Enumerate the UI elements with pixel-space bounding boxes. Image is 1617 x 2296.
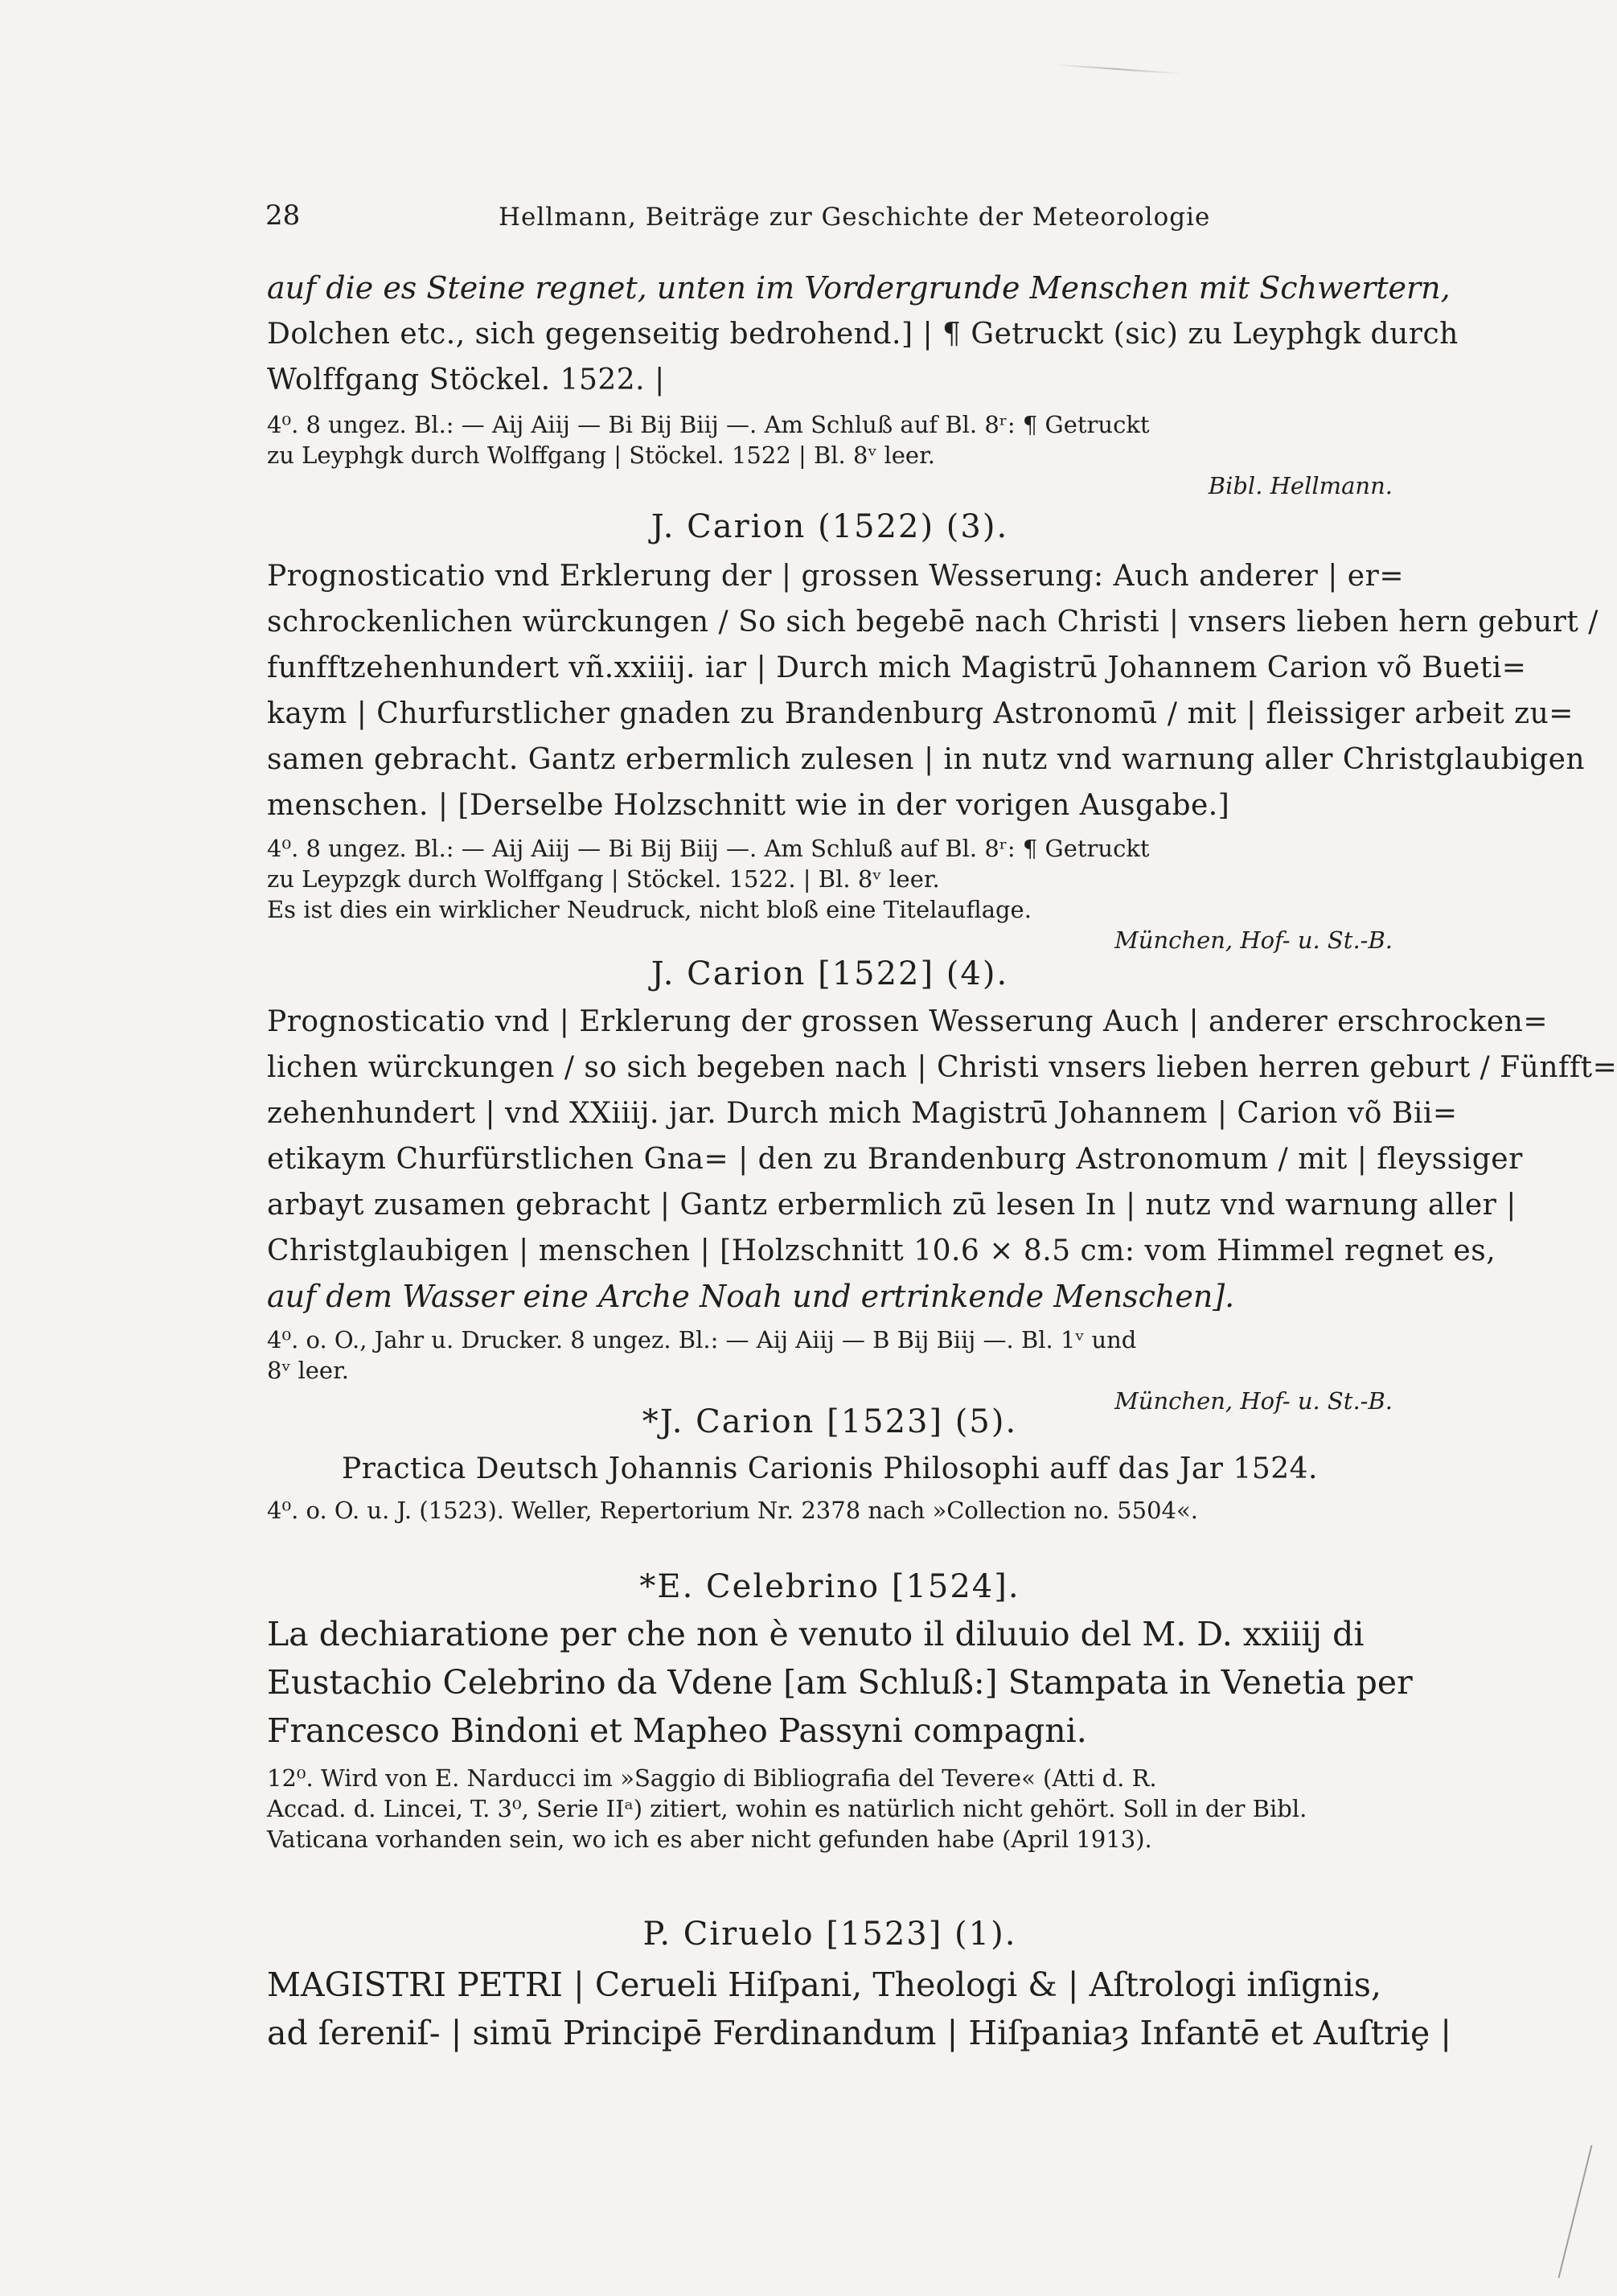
page-header	[265, 199, 1399, 241]
note-line: 4⁰. o. O., Jahr u. Drucker. 8 ungez. Bl.: — Aij Aiij — B Bij Biij —. Bl. 1ᵛ und	[267, 1326, 1137, 1353]
text-line: Francesco Bindoni et Mapheo Passyni compagni.	[267, 1711, 1087, 1750]
entry-body	[267, 1446, 1393, 1526]
text-line: Prognosticatio vnd | Erklerung der grossen Wesserung Auch | anderer erschrocken=	[267, 1005, 1549, 1038]
entry-heading: J. Carion (1522) (3).	[650, 508, 1009, 545]
note-line: zu Leypzgk durch Wolffgang | Stöckel. 1522. | Bl. 8ᵛ leer.	[267, 865, 940, 893]
note-line: 4⁰. 8 ungez. Bl.: — Aij Aiij — Bi Bij Biij —. Am Schluß auf Bl. 8ʳ: ¶ Getruckt	[267, 411, 1150, 438]
location: München, Hof- u. St.-B.	[1114, 926, 1393, 954]
page-number: 28	[265, 199, 301, 232]
location: Bibl. Hellmann.	[1208, 472, 1393, 499]
note-line: 4⁰. o. O. u. J. (1523). Weller, Repertorium Nr. 2378 nach »Collection no. 5504«.	[267, 1497, 1198, 1524]
text-line: Prognosticatio vnd Erklerung der | grossen Wesserung: Auch anderer | er=	[267, 560, 1404, 593]
text-line: MAGISTRI PETRI | Cerueli Hiſpani, Theologi & | Aſtrologi inſignis,	[267, 1965, 1381, 2004]
text-line: lichen würckungen / so sich begeben nach | Christi vnsers lieben herren geburt / Fünfft=	[267, 1051, 1617, 1084]
text-line: funfftzehenhundert vñ.xxiiij. iar | Durch mich Magistrū Johannem Carion võ Bueti=	[267, 651, 1527, 684]
entry-heading: P. Ciruelo [1523] (1).	[642, 1916, 1017, 1953]
text-line: Eustachio Celebrino da Vdene [am Schluß:] Stampata in Venetia per	[267, 1663, 1413, 1702]
entry-heading: J. Carion [1522] (4).	[650, 955, 1009, 992]
text-line: zehenhundert | vnd XXiiij. jar. Durch mich Magistrū Johannem | Carion võ Bii=	[267, 1097, 1458, 1130]
note-line: Accad. d. Lincei, T. 3⁰, Serie IIᵃ) zitiert, wohin es natürlich nicht gehört. Soll in der Bibl.	[267, 1795, 1307, 1822]
entry-body	[267, 999, 1617, 1416]
pencil-mark	[1557, 2145, 1592, 2278]
text-line: kaym | Churfurstlicher gnaden zu Brandenburg Astronomū / mit | fleissiger arbeit zu=	[267, 697, 1574, 730]
scan-artifact	[1053, 64, 1182, 74]
text-line: schrockenlichen würckungen / So sich begebē nach Christi | vnsers lieben hern geburt /	[267, 606, 1599, 639]
entry-heading: *J. Carion [1523] (5).	[642, 1403, 1018, 1440]
text-line: Wolffgang Stöckel. 1522. |	[267, 363, 665, 396]
text-line: auf dem Wasser eine Arche Noah und ertrinkende Menschen].	[267, 1279, 1235, 1314]
note-line: 4⁰. 8 ungez. Bl.: — Aij Aiij — Bi Bij Biij —. Am Schluß auf Bl. 8ʳ: ¶ Getruckt	[267, 835, 1150, 862]
entry-heading: *E. Celebrino [1524].	[639, 1568, 1020, 1605]
location: München, Hof- u. St.-B.	[1114, 1387, 1393, 1415]
text-line: auf die es Steine regnet, unten im Vordergrunde Menschen mit Schwertern,	[267, 270, 1451, 306]
text-line: La dechiaratione per che non è venuto il diluuio del M. D. xxiiij di	[267, 1615, 1365, 1653]
text-line: arbayt zusamen gebracht | Gantz erbermlich zū lesen In | nutz vnd warnung aller |	[267, 1189, 1516, 1222]
continuation-block	[267, 265, 1459, 501]
text-line: menschen. | [Derselbe Holzschnitt wie in der vorigen Ausgabe.]	[267, 789, 1230, 822]
note-line: Vaticana vorhanden sein, wo ich es aber nicht gefunden habe (April 1913).	[267, 1826, 1152, 1853]
text-line: ad ſereniſ- | simū Principē Ferdinandum | Hiſpaniaȝ Infantē et Auſtriȩ |	[267, 2014, 1452, 2052]
text-line: samen gebracht. Gantz erbermlich zulesen | in nutz vnd warnung aller Christglaubigen	[267, 743, 1586, 776]
note-line: 12⁰. Wird von E. Narducci im »Saggio di Bibliografia del Tevere« (Atti d. R.	[267, 1764, 1157, 1792]
note-line: zu Leyphgk durch Wolffgang | Stöckel. 1522 | Bl. 8ᵛ leer.	[267, 442, 935, 469]
entry-body	[267, 1610, 1413, 1854]
text-line: etikaym Churfürstlichen Gna= | den zu Brandenburg Astronomum / mit | fleyssiger	[267, 1143, 1523, 1176]
text-line: Practica Deutsch Johannis Carionis Philosophi auff das Jar 1524.	[342, 1452, 1318, 1485]
note-line: 8ᵛ leer.	[267, 1357, 349, 1384]
text-line: Dolchen etc., sich gegenseitig bedrohend.] | ¶ Getruckt (sic) zu Leyphgk durch	[267, 318, 1459, 351]
note-line: Es ist dies ein wirklicher Neudruck, nicht bloß eine Titelauflage.	[267, 896, 1032, 923]
entry-body	[267, 1961, 1452, 2057]
entry-body	[267, 553, 1599, 955]
text-line: Christglaubigen | menschen | [Holzschnitt 10.6 × 8.5 cm: vom Himmel regnet es,	[267, 1234, 1496, 1267]
running-title: Hellmann, Beiträge zur Geschichte der Meteorologie	[499, 203, 1211, 232]
